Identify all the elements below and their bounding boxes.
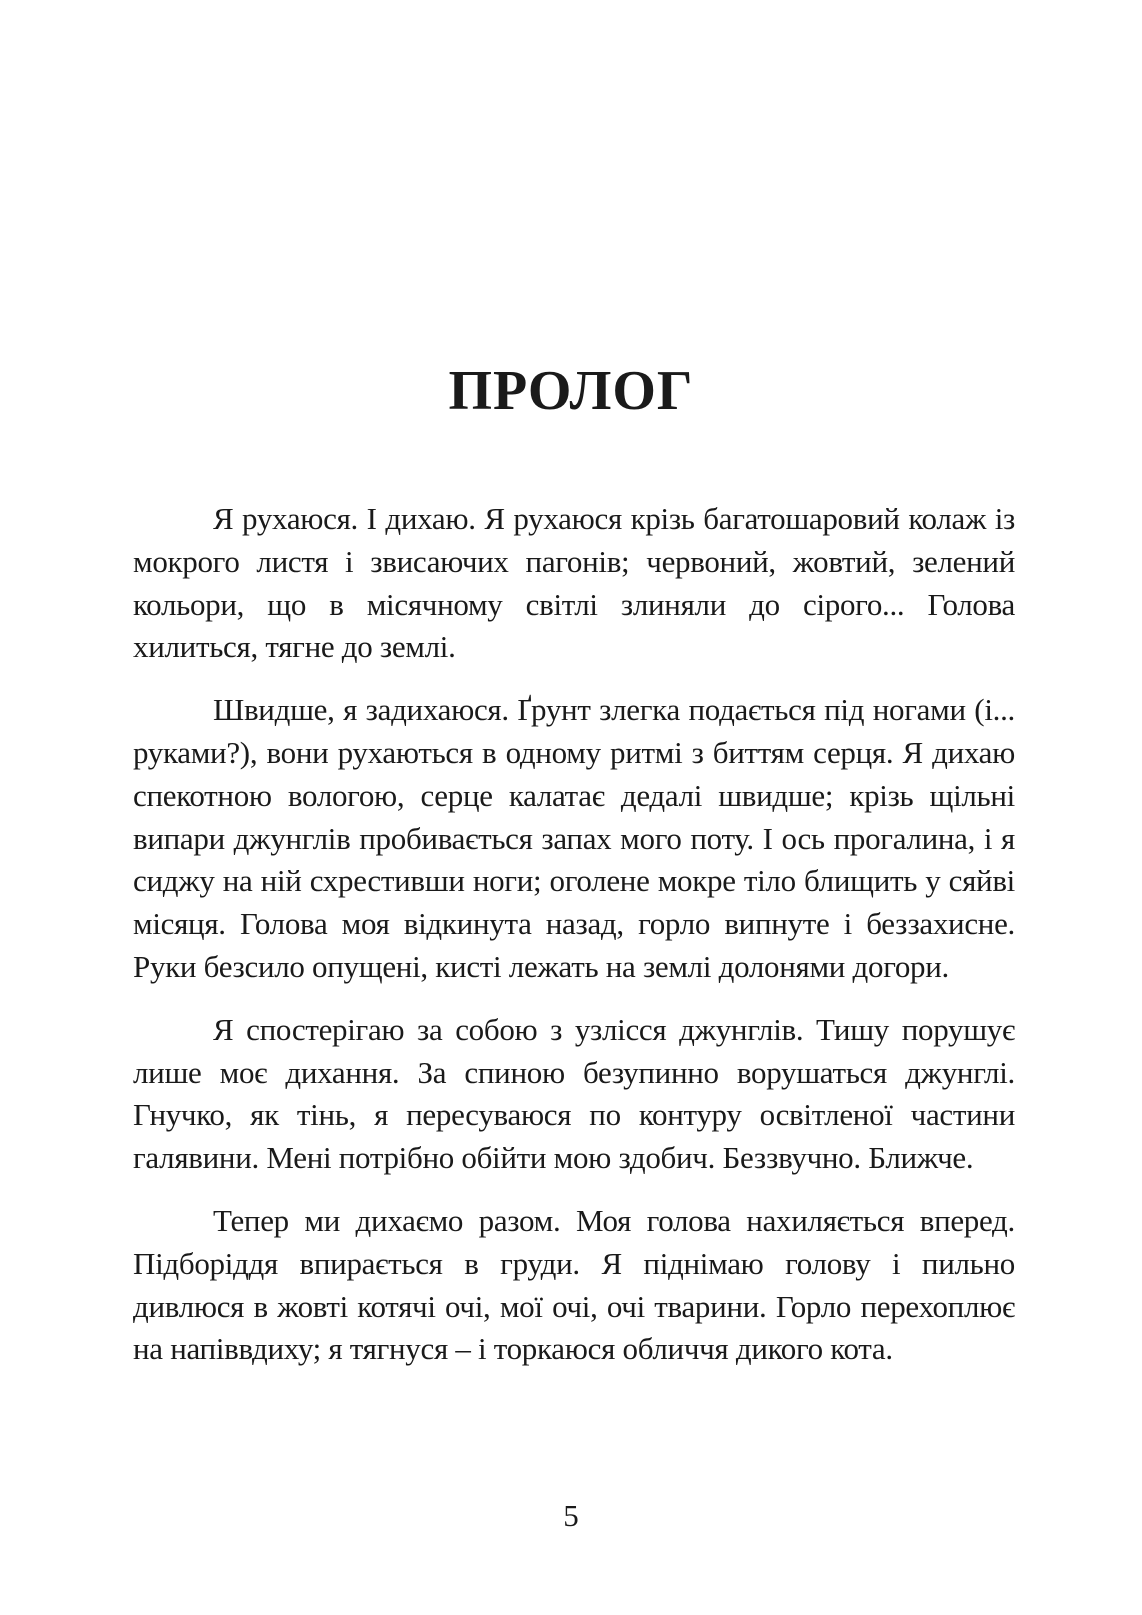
paragraph: Тепер ми дихаємо разом. Моя голова нахиляється вперед. Підборіддя впирається в груди. Я піднімаю голову і пильно дивлюся в жовті котячі очі, мої очі, очі тварини. Горло перехоплює на напіввдиху; я тягнуся – і торкаюся обличчя дикого кота. (133, 1202, 1015, 1367)
paragraph: Я рухаюся. І дихаю. Я рухаюся крізь багатошаровий колаж із мокрого листя і звисаючих пагонів; червоний, жовтий, зелений кольори, що в місячному світлі злиняли до сірого... Голова хилиться, тягне до землі. (133, 501, 1015, 665)
chapter-title: ПРОЛОГ (448, 360, 694, 422)
page-number: 5 (563, 1498, 579, 1533)
chapter-body (133, 498, 1015, 1391)
paragraph: Швидше, я задихаюся. Ґрунт злегка подається під ногами (і... руками?), вони рухаються в одному ритмі з биттям серця. Я дихаю спекотною вологою, серце калатає дедалі швидше; крізь щільні випари джунглів пробивається запах мого поту. І ось прогалина, і я сиджу на ній схрестивши ноги; оголене мокре тіло блищить у сяйві місяця. Голова моя відкинута назад, горло випнуте і беззахисне. Руки безсило опущені, кисті лежать на землі долонями догори. (133, 692, 1015, 984)
paragraph: Я спостерігаю за собою з узлісся джунглів. Тишу порушує лише моє дихання. За спиною безупинно ворушаться джунглі. Гнучко, як тінь, я пересуваюся по контуру освітленої частини галявини. Мені потрібно обійти мою здобич. Беззвучно. Ближче. (133, 1011, 1015, 1176)
